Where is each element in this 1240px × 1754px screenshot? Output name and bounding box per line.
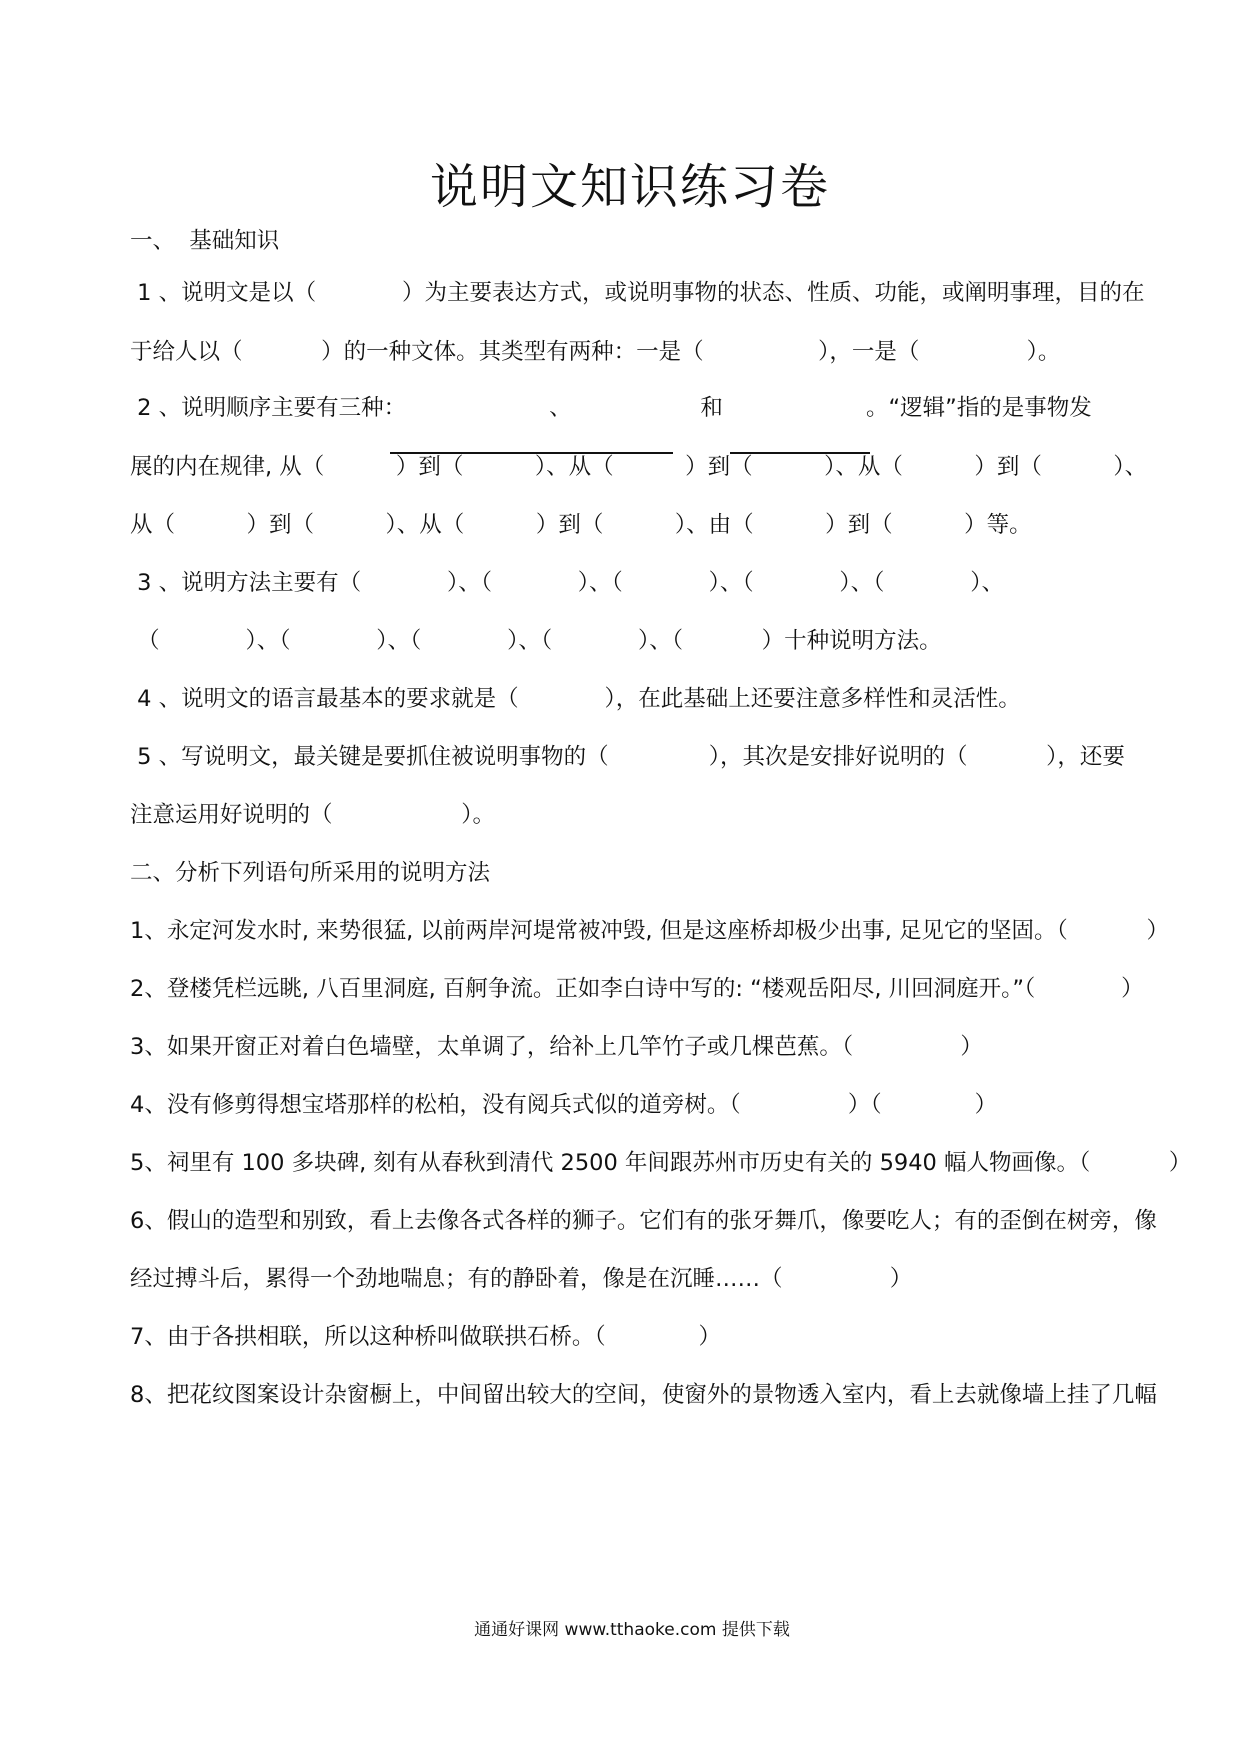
question-line: 2 、说明顺序主要有三种： 、 和 。“逻辑”指的是事物发: [130, 395, 1092, 421]
question-line: 5、祠里有 100 多块碑, 刻有从春秋到清代 2500 年间跟苏州市历史有关的 5940 幅人物画像。（ ）: [130, 1150, 1192, 1176]
question-line: 于给人以（ ）的一种文体。其类型有两种：一是（ ），一是（ ）。: [130, 339, 1061, 365]
section-1-heading: 一、 基础知识: [130, 228, 280, 254]
question-line: 经过搏斗后，累得一个劲地喘息；有的静卧着，像是在沉睡……（ ）: [130, 1266, 913, 1292]
question-line: 注意运用好说明的（ ）。: [130, 802, 495, 828]
question-line: 4 、说明文的语言最基本的要求就是（ ），在此基础上还要注意多样性和灵活性。: [130, 686, 1021, 712]
question-line: 1 、说明文是以（ ）为主要表达方式，或说明事物的状态、性质、功能，或阐明事理，目的在: [130, 280, 1145, 306]
question-line: 展的内在规律, 从（ ）到（ ）、从（ ）到（ ）、从（ ）到（ ）、: [130, 454, 1148, 480]
footer-credit: 通通好课网 www.tthaoke.com 提供下载: [474, 1620, 790, 1640]
question-line: 1、永定河发水时, 来势很猛, 以前两岸河堤常被冲毁, 但是这座桥却极少出事, 足见它的坚固。（ ）: [130, 918, 1169, 944]
section-2-heading: 二、分析下列语句所采用的说明方法: [130, 860, 491, 886]
question-line: 7、由于各拱相联，所以这种桥叫做联拱石桥。（ ）: [130, 1324, 722, 1350]
question-line: 8、把花纹图案设计杂窗橱上，中间留出较大的空间，使窗外的景物透入室内，看上去就像墙上挂了几幅: [130, 1382, 1157, 1408]
question-line: 从（ ）到（ ）、从（ ）到（ ）、由（ ）到（ ）等。: [130, 512, 1032, 538]
question-line: 6、假山的造型和别致，看上去像各式各样的狮子。它们有的张牙舞爪，像要吃人；有的歪倒在树旁，像: [130, 1208, 1157, 1234]
question-line: 5 、写说明文，最关键是要抓住被说明事物的（ ），其次是安排好说明的（ ），还要: [130, 744, 1125, 770]
question-line: 2、登楼凭栏远眺, 八百里洞庭, 百舸争流。正如李白诗中写的: “楼观岳阳尽, 川回洞庭开。”（ ）: [130, 976, 1144, 1002]
question-line: 3、如果开窗正对着白色墙壁，太单调了，给补上几竿竹子或几棵芭蕉。（ ）: [130, 1034, 983, 1060]
question-line: 4、没有修剪得想宝塔那样的松柏，没有阅兵式似的道旁树。（ ）（ ）: [130, 1092, 998, 1118]
page-title: 说明文知识练习卷: [429, 159, 830, 215]
question-line: 3 、说明方法主要有（ ）、（ ）、（ ）、（ ）、（ ）、: [130, 570, 1004, 596]
question-line: （ ）、（ ）、（ ）、（ ）、（ ）十种说明方法。: [130, 628, 942, 654]
